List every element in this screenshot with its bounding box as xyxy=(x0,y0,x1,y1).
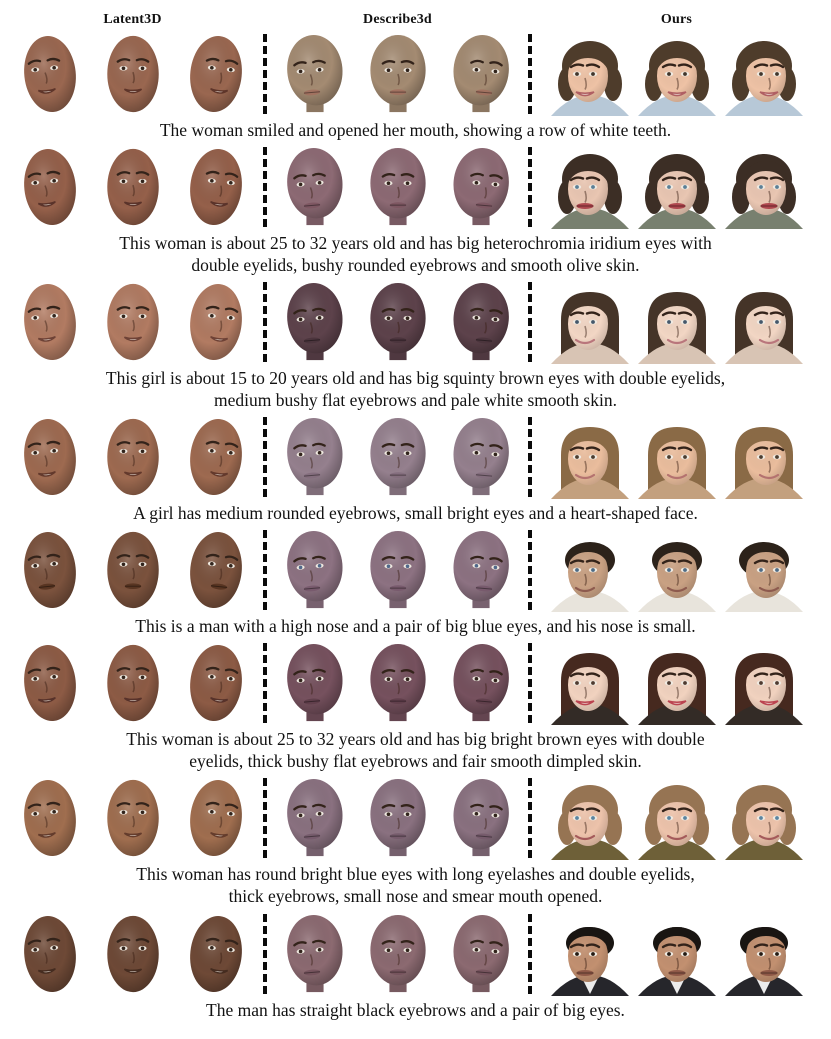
figure-row xyxy=(6,280,825,411)
face-image-ours xyxy=(722,145,806,229)
dashed-separator xyxy=(263,147,267,227)
row-caption-line: thick eyebrows, small nose and smear mouth opened. xyxy=(228,886,603,907)
column-header-row xyxy=(6,0,825,28)
face-strip xyxy=(6,912,825,996)
column-header-latent3d: Latent3D xyxy=(103,12,162,27)
dashed-separator xyxy=(528,914,532,994)
row-caption xyxy=(6,502,825,524)
face-image-describe3d xyxy=(358,280,438,364)
face-image-ours xyxy=(722,528,806,612)
face-image-latent3d xyxy=(93,528,173,612)
face-image-describe3d xyxy=(441,280,521,364)
face-image-describe3d xyxy=(358,32,438,116)
row-caption-line: This woman is about 25 to 32 years old and has big bright brown eyes with double xyxy=(126,729,705,750)
method-group-latent3d xyxy=(6,145,259,229)
face-image-latent3d xyxy=(176,528,256,612)
face-image-latent3d xyxy=(10,776,90,860)
face-image-ours xyxy=(722,32,806,116)
face-strip xyxy=(6,641,825,725)
face-image-latent3d xyxy=(10,280,90,364)
face-image-latent3d xyxy=(176,32,256,116)
face-image-latent3d xyxy=(176,145,256,229)
figure-row xyxy=(6,912,825,1021)
method-group-ours xyxy=(536,415,817,499)
face-image-latent3d xyxy=(93,776,173,860)
face-strip xyxy=(6,145,825,229)
figure-row xyxy=(6,528,825,637)
face-image-ours xyxy=(548,912,632,996)
method-group-describe3d xyxy=(271,912,524,996)
dashed-separator xyxy=(263,417,267,497)
row-caption xyxy=(6,367,825,411)
method-group-describe3d xyxy=(271,280,524,364)
method-group-ours xyxy=(536,280,817,364)
face-image-latent3d xyxy=(176,641,256,725)
face-image-describe3d xyxy=(441,641,521,725)
row-caption-line: A girl has medium rounded eyebrows, small bright eyes and a heart-shaped face. xyxy=(133,503,698,524)
face-image-describe3d xyxy=(441,145,521,229)
face-image-ours xyxy=(548,528,632,612)
method-group-describe3d xyxy=(271,415,524,499)
face-image-ours xyxy=(635,776,719,860)
face-image-ours xyxy=(635,528,719,612)
face-image-describe3d xyxy=(358,912,438,996)
face-image-ours xyxy=(635,280,719,364)
face-strip xyxy=(6,280,825,364)
row-caption-line: The woman smiled and opened her mouth, showing a row of white teeth. xyxy=(159,120,672,140)
face-image-ours xyxy=(635,415,719,499)
face-strip xyxy=(6,415,825,499)
face-image-describe3d xyxy=(441,528,521,612)
face-image-describe3d xyxy=(358,528,438,612)
method-group-ours xyxy=(536,776,817,860)
method-group-latent3d xyxy=(6,280,259,364)
face-image-latent3d xyxy=(10,32,90,116)
method-group-latent3d xyxy=(6,32,259,116)
row-caption-line: double eyelids, bushy rounded eyebrows and smooth olive skin. xyxy=(191,255,640,276)
face-image-describe3d xyxy=(441,415,521,499)
face-image-latent3d xyxy=(10,912,90,996)
face-image-latent3d xyxy=(93,415,173,499)
face-strip xyxy=(6,32,825,116)
face-image-describe3d xyxy=(441,912,521,996)
method-group-latent3d xyxy=(6,912,259,996)
face-image-latent3d xyxy=(176,415,256,499)
column-header-ours: Ours xyxy=(660,12,693,27)
face-image-latent3d xyxy=(93,32,173,116)
face-image-describe3d xyxy=(275,415,355,499)
dashed-separator xyxy=(528,643,532,723)
face-image-describe3d xyxy=(275,776,355,860)
dashed-separator xyxy=(528,147,532,227)
figure-row xyxy=(6,641,825,772)
face-image-latent3d xyxy=(10,641,90,725)
figure-row xyxy=(6,32,825,141)
dashed-separator xyxy=(528,778,532,858)
row-caption xyxy=(6,615,825,637)
face-image-describe3d xyxy=(275,912,355,996)
method-group-describe3d xyxy=(271,32,524,116)
face-image-ours xyxy=(548,415,632,499)
face-image-ours xyxy=(548,145,632,229)
method-group-ours xyxy=(536,641,817,725)
face-image-ours xyxy=(722,912,806,996)
face-image-describe3d xyxy=(275,280,355,364)
face-image-describe3d xyxy=(358,415,438,499)
face-image-ours xyxy=(722,641,806,725)
face-image-describe3d xyxy=(275,528,355,612)
method-group-latent3d xyxy=(6,776,259,860)
face-strip xyxy=(6,776,825,860)
row-caption xyxy=(6,119,825,141)
method-group-ours xyxy=(536,912,817,996)
face-image-ours xyxy=(635,912,719,996)
row-caption-line: This girl is about 15 to 20 years old and has big squinty brown eyes with double eyelids, xyxy=(105,368,726,389)
face-image-describe3d xyxy=(275,641,355,725)
face-image-latent3d xyxy=(176,776,256,860)
method-group-describe3d xyxy=(271,641,524,725)
method-group-describe3d xyxy=(271,145,524,229)
face-image-describe3d xyxy=(358,145,438,229)
dashed-separator xyxy=(263,914,267,994)
method-group-latent3d xyxy=(6,641,259,725)
method-group-describe3d xyxy=(271,776,524,860)
face-image-latent3d xyxy=(93,641,173,725)
face-image-ours xyxy=(722,280,806,364)
row-caption-line: This woman is about 25 to 32 years old and has big heterochromia iridium eyes with xyxy=(119,233,712,254)
method-group-ours xyxy=(536,145,817,229)
dashed-separator xyxy=(263,530,267,610)
dashed-separator xyxy=(528,34,532,114)
figure-row xyxy=(6,415,825,524)
face-image-latent3d xyxy=(93,145,173,229)
face-image-ours xyxy=(635,145,719,229)
dashed-separator xyxy=(528,530,532,610)
method-group-describe3d xyxy=(271,528,524,612)
face-image-ours xyxy=(722,776,806,860)
face-image-ours xyxy=(635,641,719,725)
method-group-ours xyxy=(536,528,817,612)
face-image-ours xyxy=(548,32,632,116)
row-caption-line: This is a man with a high nose and a pair of big blue eyes, and his nose is small. xyxy=(135,616,696,637)
face-image-ours xyxy=(548,280,632,364)
figure-row xyxy=(6,776,825,907)
face-image-ours xyxy=(548,776,632,860)
method-group-latent3d xyxy=(6,528,259,612)
face-image-latent3d xyxy=(10,528,90,612)
row-caption xyxy=(6,863,825,907)
face-image-describe3d xyxy=(441,32,521,116)
column-header-describe3d: Describe3d xyxy=(363,12,432,27)
figure-rows xyxy=(6,32,825,1021)
dashed-separator xyxy=(263,778,267,858)
face-image-latent3d xyxy=(10,415,90,499)
face-image-latent3d xyxy=(10,145,90,229)
row-caption xyxy=(6,728,825,772)
dashed-separator xyxy=(528,282,532,362)
face-image-ours xyxy=(548,641,632,725)
method-group-latent3d xyxy=(6,415,259,499)
method-group-ours xyxy=(536,32,817,116)
face-image-latent3d xyxy=(93,280,173,364)
row-caption-line: This woman has round bright blue eyes with long eyelashes and double eyelids, xyxy=(136,864,695,885)
face-image-describe3d xyxy=(358,641,438,725)
face-image-describe3d xyxy=(358,776,438,860)
face-image-describe3d xyxy=(275,32,355,116)
face-image-ours xyxy=(722,415,806,499)
row-caption-line: medium bushy flat eyebrows and pale white smooth skin. xyxy=(214,390,617,411)
dashed-separator xyxy=(528,417,532,497)
row-caption-line: eyelids, thick bushy flat eyebrows and fair smooth dimpled skin. xyxy=(189,751,642,772)
dashed-separator xyxy=(263,282,267,362)
row-caption xyxy=(6,232,825,276)
face-image-latent3d xyxy=(93,912,173,996)
row-caption-line: The man has straight black eyebrows and a pair of big eyes. xyxy=(206,999,625,1020)
face-image-ours xyxy=(635,32,719,116)
face-image-latent3d xyxy=(176,912,256,996)
row-caption xyxy=(6,999,825,1021)
face-image-describe3d xyxy=(275,145,355,229)
dashed-separator xyxy=(263,34,267,114)
face-image-describe3d xyxy=(441,776,521,860)
figure-row xyxy=(6,145,825,276)
face-strip xyxy=(6,528,825,612)
face-image-latent3d xyxy=(176,280,256,364)
dashed-separator xyxy=(263,643,267,723)
